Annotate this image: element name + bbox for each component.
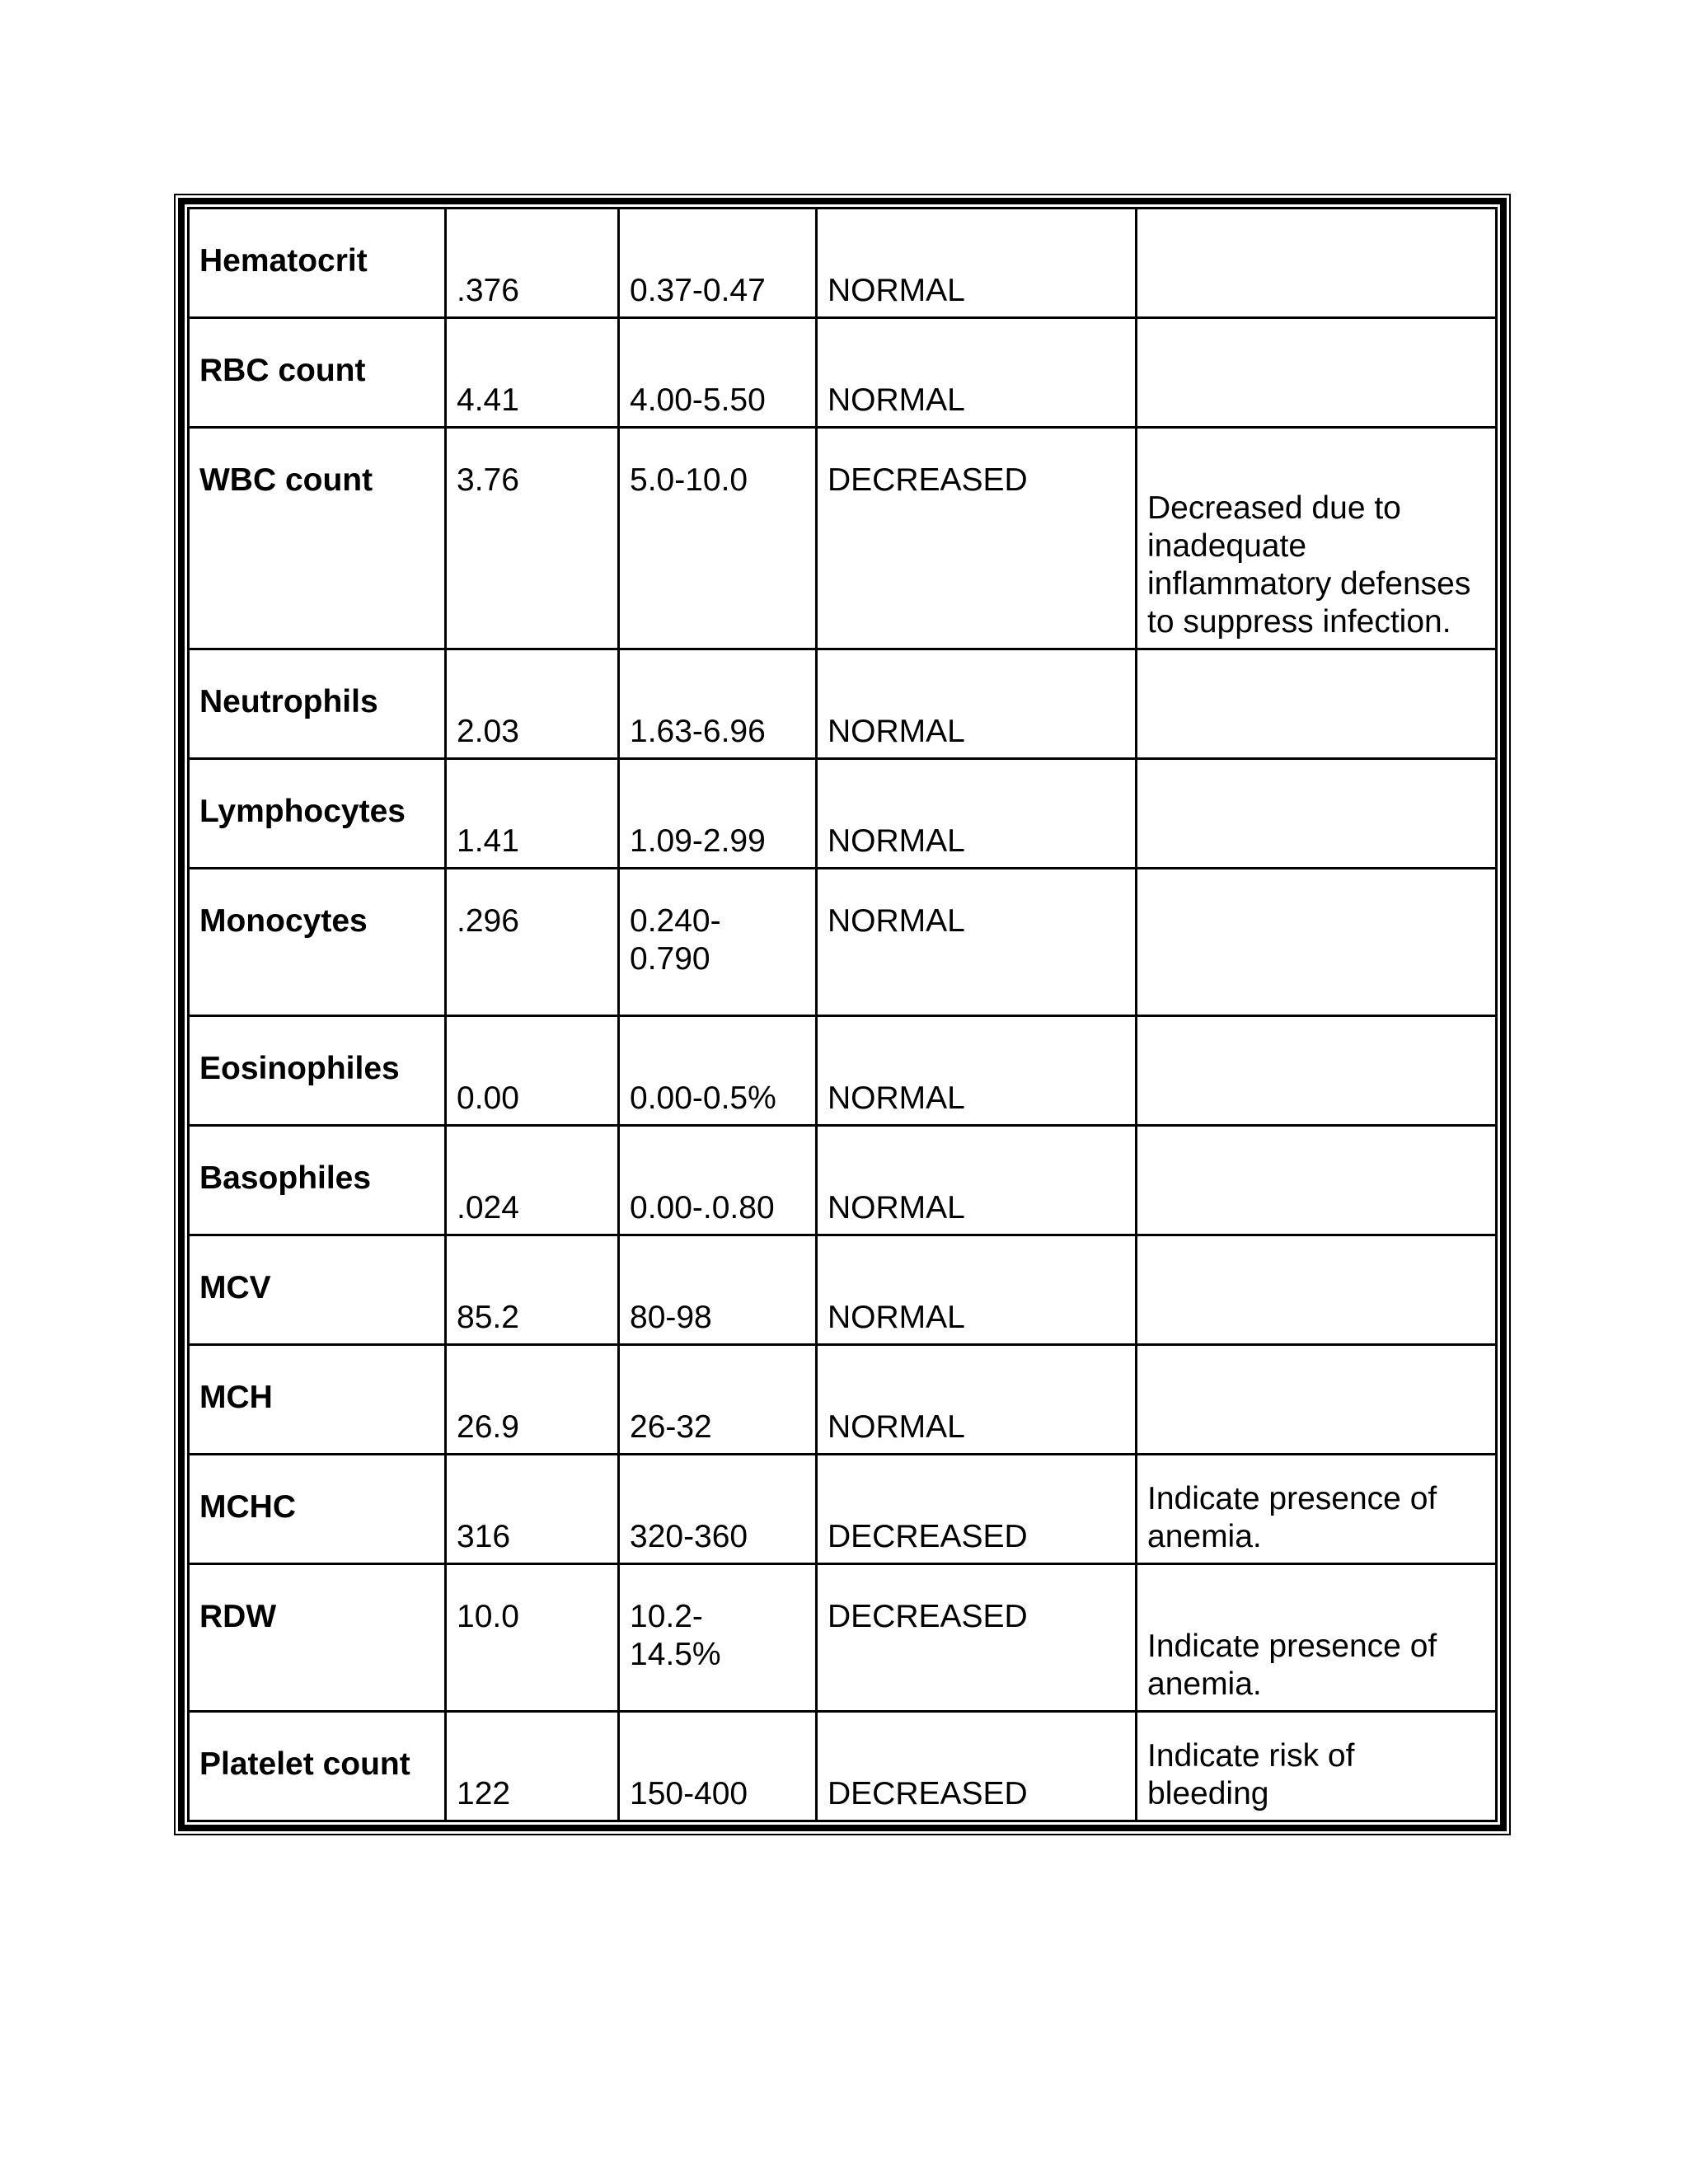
test-name-cell: RDW: [189, 1564, 446, 1712]
status-cell: NORMAL: [817, 1235, 1137, 1345]
comment-cell: Indicate presence of anemia.: [1137, 1455, 1497, 1564]
result-cell: 26.9: [446, 1345, 619, 1455]
table-row: [189, 1564, 1497, 1712]
reference-range-cell: 80-98: [619, 1235, 817, 1345]
test-name-cell: Basophiles: [189, 1126, 446, 1235]
lab-results-table-frame: [178, 198, 1507, 1831]
status-cell: DECREASED: [817, 1564, 1137, 1712]
result-cell: 122: [446, 1712, 619, 1821]
lab-results-table: [187, 207, 1498, 1822]
reference-range-cell: 150-400: [619, 1712, 817, 1821]
status-cell: DECREASED: [817, 428, 1137, 649]
status-cell: NORMAL: [817, 318, 1137, 428]
result-cell: 2.03: [446, 649, 619, 759]
result-cell: 3.76: [446, 428, 619, 649]
status-cell: NORMAL: [817, 1345, 1137, 1455]
comment-cell: [1137, 759, 1497, 869]
status-cell: DECREASED: [817, 1712, 1137, 1821]
reference-range-cell: 320-360: [619, 1455, 817, 1564]
status-cell: NORMAL: [817, 759, 1137, 869]
table-row: [189, 1455, 1497, 1564]
reference-range-cell: 10.2- 14.5%: [619, 1564, 817, 1712]
table-row: [189, 209, 1497, 318]
comment-cell: [1137, 1016, 1497, 1126]
reference-range-cell: 0.00-.0.80: [619, 1126, 817, 1235]
comment-cell: Indicate presence of anemia.: [1137, 1564, 1497, 1712]
result-cell: 85.2: [446, 1235, 619, 1345]
table-row: [189, 1126, 1497, 1235]
test-name-cell: Neutrophils: [189, 649, 446, 759]
reference-range-cell: 0.00-0.5%: [619, 1016, 817, 1126]
comment-cell: [1137, 649, 1497, 759]
test-name-cell: Hematocrit: [189, 209, 446, 318]
test-name-cell: WBC count: [189, 428, 446, 649]
result-cell: 0.00: [446, 1016, 619, 1126]
test-name-cell: MCHC: [189, 1455, 446, 1564]
result-cell: 10.0: [446, 1564, 619, 1712]
table-row: [189, 869, 1497, 1016]
test-name-cell: MCV: [189, 1235, 446, 1345]
status-cell: NORMAL: [817, 1126, 1137, 1235]
comment-cell: [1137, 318, 1497, 428]
status-cell: NORMAL: [817, 1016, 1137, 1126]
comment-cell: Indicate risk of bleeding: [1137, 1712, 1497, 1821]
table-row: [189, 1016, 1497, 1126]
comment-cell: [1137, 869, 1497, 1016]
reference-range-cell: 5.0-10.0: [619, 428, 817, 649]
result-cell: 4.41: [446, 318, 619, 428]
table-row: [189, 1345, 1497, 1455]
result-cell: .296: [446, 869, 619, 1016]
reference-range-cell: 26-32: [619, 1345, 817, 1455]
table-row: [189, 649, 1497, 759]
table-row: [189, 759, 1497, 869]
status-cell: NORMAL: [817, 869, 1137, 1016]
reference-range-cell: 1.63-6.96: [619, 649, 817, 759]
table-row: [189, 1712, 1497, 1821]
result-cell: .376: [446, 209, 619, 318]
comment-cell: [1137, 209, 1497, 318]
comment-cell: Decreased due to inadequate inflammatory defenses to suppress infection.: [1137, 428, 1497, 649]
test-name-cell: MCH: [189, 1345, 446, 1455]
table-row: [189, 428, 1497, 649]
comment-cell: [1137, 1235, 1497, 1345]
test-name-cell: Monocytes: [189, 869, 446, 1016]
comment-cell: [1137, 1345, 1497, 1455]
test-name-cell: Lymphocytes: [189, 759, 446, 869]
result-cell: 316: [446, 1455, 619, 1564]
result-cell: .024: [446, 1126, 619, 1235]
reference-range-cell: 0.240- 0.790: [619, 869, 817, 1016]
test-name-cell: RBC count: [189, 318, 446, 428]
table-row: [189, 1235, 1497, 1345]
reference-range-cell: 4.00-5.50: [619, 318, 817, 428]
test-name-cell: Eosinophiles: [189, 1016, 446, 1126]
table-row: [189, 318, 1497, 428]
test-name-cell: Platelet count: [189, 1712, 446, 1821]
reference-range-cell: 0.37-0.47: [619, 209, 817, 318]
status-cell: NORMAL: [817, 649, 1137, 759]
result-cell: 1.41: [446, 759, 619, 869]
comment-cell: [1137, 1126, 1497, 1235]
reference-range-cell: 1.09-2.99: [619, 759, 817, 869]
status-cell: NORMAL: [817, 209, 1137, 318]
status-cell: DECREASED: [817, 1455, 1137, 1564]
